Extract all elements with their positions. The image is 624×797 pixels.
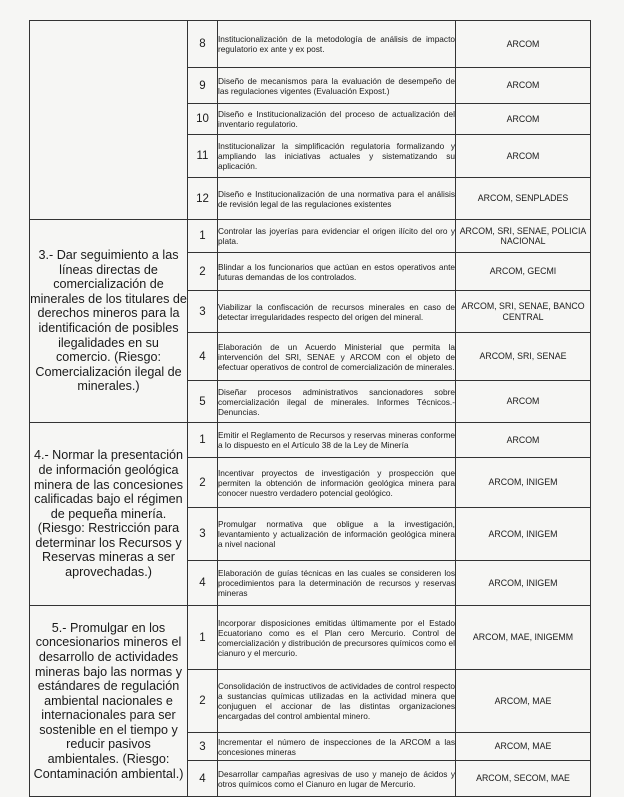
table-row — [30, 423, 591, 458]
responsible-text: ARCOM — [456, 104, 591, 135]
responsible-text: ARCOM, INIGEM — [456, 508, 591, 561]
activity-text: Promulgar normativa que obligue a la investigación, levantamiento y actualización de información geológica minera a nivel nacional — [218, 508, 456, 561]
row-number: 1 — [188, 220, 218, 253]
row-number: 10 — [188, 104, 218, 135]
responsible-text: ARCOM — [456, 68, 591, 104]
row-number: 2 — [188, 253, 218, 291]
activity-text: Elaboración de guías técnicas en las cuales se consideren los procedimientos para la determinación de recursos y reservas mineras — [218, 561, 456, 606]
responsible-text: ARCOM, MAE — [456, 670, 591, 733]
row-number: 2 — [188, 458, 218, 508]
row-number: 3 — [188, 291, 218, 333]
activity-text: Diseño de mecanismos para la evaluación de desempeño de las regulaciones vigentes (Evaluación Expost.) — [218, 68, 456, 104]
responsible-text: ARCOM, MAE — [456, 733, 591, 761]
row-number: 4 — [188, 761, 218, 797]
objective-4: 4.- Normar la presentación de información geológica minera de las concesiones calificadas bajo el régimen de pequeña minería. (Riesgo: Restricción para determinar los Recursos y Reservas mineras a ser aprovechadas.) — [30, 423, 188, 606]
row-number: 12 — [188, 178, 218, 220]
row-number: 3 — [188, 508, 218, 561]
row-number: 5 — [188, 381, 218, 423]
responsible-text: ARCOM, SECOM, MAE — [456, 761, 591, 797]
row-number: 1 — [188, 606, 218, 670]
responsible-text: ARCOM, SRI, SENAE, BANCO CENTRAL — [456, 291, 591, 333]
row-number: 4 — [188, 333, 218, 381]
table-row — [30, 606, 591, 670]
responsible-text: ARCOM, MAE, INIGEMM — [456, 606, 591, 670]
activity-text: Emitir el Reglamento de Recursos y reservas mineras conforme a lo dispuesto en el Artículo 38 de la Ley de Minería — [218, 423, 456, 458]
row-number: 9 — [188, 68, 218, 104]
risk-mitigation-table — [29, 20, 591, 797]
responsible-text: ARCOM — [456, 135, 591, 178]
activity-text: Incrementar el número de inspecciones de la ARCOM a las concesiones mineras — [218, 733, 456, 761]
activity-text: Controlar las joyerías para evidenciar el origen ilícito del oro y plata. — [218, 220, 456, 253]
activity-text: Diseño e Institucionalización del proceso de actualización del inventario regulatorio. — [218, 104, 456, 135]
responsible-text: ARCOM, SRI, SENAE — [456, 333, 591, 381]
activity-text: Viabilizar la confiscación de recursos minerales en caso de detectar irregularidades respecto del origen del mineral. — [218, 291, 456, 333]
activity-text: Diseño e Institucionalización de una normativa para el análisis de revisión legal de las regulaciones existentes — [218, 178, 456, 220]
activity-text: Diseñar procesos administrativos sancionadores sobre comercialización ilegal de minerales. Informes Técnicos.- Denuncias. — [218, 381, 456, 423]
activity-text: Institucionalización de la metodología de análisis de impacto regulatorio ex ante y ex post. — [218, 21, 456, 68]
responsible-text: ARCOM — [456, 423, 591, 458]
responsible-text: ARCOM, SRI, SENAE, POLICIA NACIONAL — [456, 220, 591, 253]
activity-text: Incorporar disposiciones emitidas últimamente por el Estado Ecuatoriano como es el Plan cero Mercurio. Control de comercialización y distribución de precursores químicos como el cianuro y el mercurio. — [218, 606, 456, 670]
responsible-text: ARCOM, INIGEM — [456, 458, 591, 508]
objective-3: 3.- Dar seguimiento a las líneas directas de comercialización de minerales de los titulares de derechos mineros para la identificación de posibles ilegalidades en su comercio. (Riesgo: Comercialización ilegal de minerales.) — [30, 220, 188, 423]
activity-text: Elaboración de un Acuerdo Ministerial que permita la intervención del SRI, SENAE y ARCOM con el objeto de efectuar operativos de control de comercialización de minerales. — [218, 333, 456, 381]
row-number: 4 — [188, 561, 218, 606]
objective-cell-blank — [30, 21, 188, 220]
activity-text: Institucionalizar la simplificación regulatoria formalizando y ampliando las iniciativas actuales y sistematizando su aplicación. — [218, 135, 456, 178]
row-number: 11 — [188, 135, 218, 178]
objective-5: 5.- Promulgar en los concesionarios mineros el desarrollo de actividades mineras bajo las normas y estándares de regulación ambiental nacionales e internacionales para ser sostenible en el tiempo y reducir pasivos ambientales. (Riesgo: Contaminación ambiental.) — [30, 606, 188, 797]
responsible-text: ARCOM, SENPLADES — [456, 178, 591, 220]
row-number: 3 — [188, 733, 218, 761]
activity-text: Blindar a los funcionarios que actúan en estos operativos ante futuras demandas de los controlados. — [218, 253, 456, 291]
activity-text: Incentivar proyectos de investigación y prospección que permiten la obtención de información geológica minera para conocer nuestro verdadero potencial geológico. — [218, 458, 456, 508]
responsible-text: ARCOM — [456, 381, 591, 423]
row-number: 8 — [188, 21, 218, 68]
responsible-text: ARCOM, INIGEM — [456, 561, 591, 606]
activity-text: Desarrollar campañas agresivas de uso y manejo de ácidos y otros químicos como el Cianuro en lugar de Mercurio. — [218, 761, 456, 797]
responsible-text: ARCOM, GECMI — [456, 253, 591, 291]
table-row — [30, 21, 591, 68]
row-number: 2 — [188, 670, 218, 733]
table-row — [30, 220, 591, 253]
row-number: 1 — [188, 423, 218, 458]
responsible-text: ARCOM — [456, 21, 591, 68]
activity-text: Consolidación de instructivos de actividades de control respecto a sustancias químicas utilizadas en la actividad minera que conjuguen el accionar de las distintas organizaciones encargadas del control ambiental minero. — [218, 670, 456, 733]
